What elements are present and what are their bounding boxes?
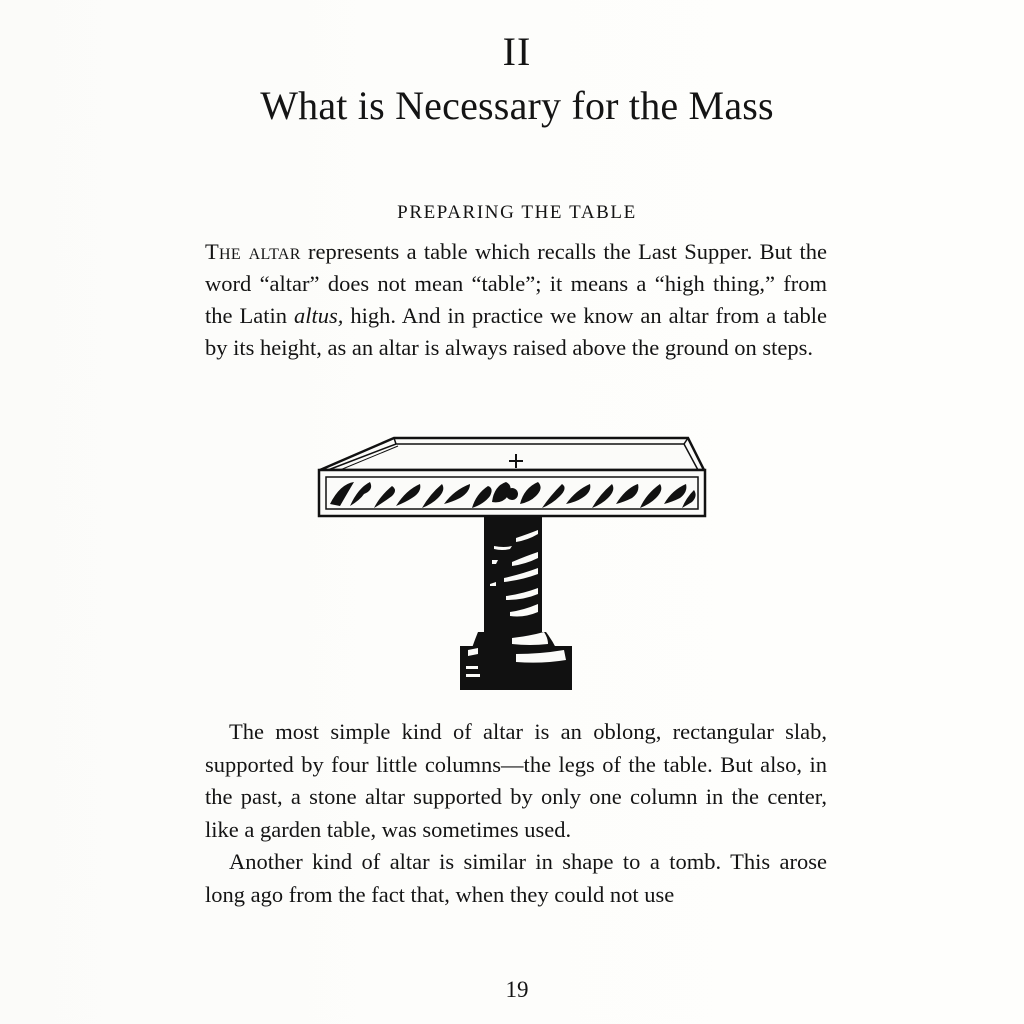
paragraph-1-text-b: high. And in practice we know an altar from a table by its height, as an altar is always raised above the ground on steps. [205, 303, 827, 360]
altar-illustration [316, 432, 708, 694]
latin-term: altus, [293, 303, 344, 328]
page-number: 19 [505, 977, 529, 1002]
lead-caps-first-word: The [205, 239, 241, 264]
paragraph-1 [205, 236, 827, 364]
lead-small-caps [205, 239, 301, 264]
chapter-number: II [502, 29, 532, 74]
lead-caps-second-word: altar [248, 239, 301, 264]
chapter-title: What is Necessary for the Mass [260, 83, 774, 128]
paragraph-3: Another kind of altar is similar in shape to a tomb. This arose long ago from the fact that, when they could not use [205, 849, 827, 907]
paragraph-group-altar-types [205, 716, 827, 911]
paragraph-intro [205, 236, 827, 364]
paragraph-2: The most simple kind of altar is an oblong, rectangular slab, supported by four little columns—the legs of the table. But also, in the past, a stone altar supported by only one column in the center, like a garden table, was sometimes used. [205, 719, 827, 842]
section-heading: PREPARING THE TABLE [397, 202, 637, 223]
paragraph-1-text-a: represents a table which recalls the Last Supper. But the word “altar” does not mean “table”; it means a “high thing,” from the Latin [205, 239, 827, 328]
